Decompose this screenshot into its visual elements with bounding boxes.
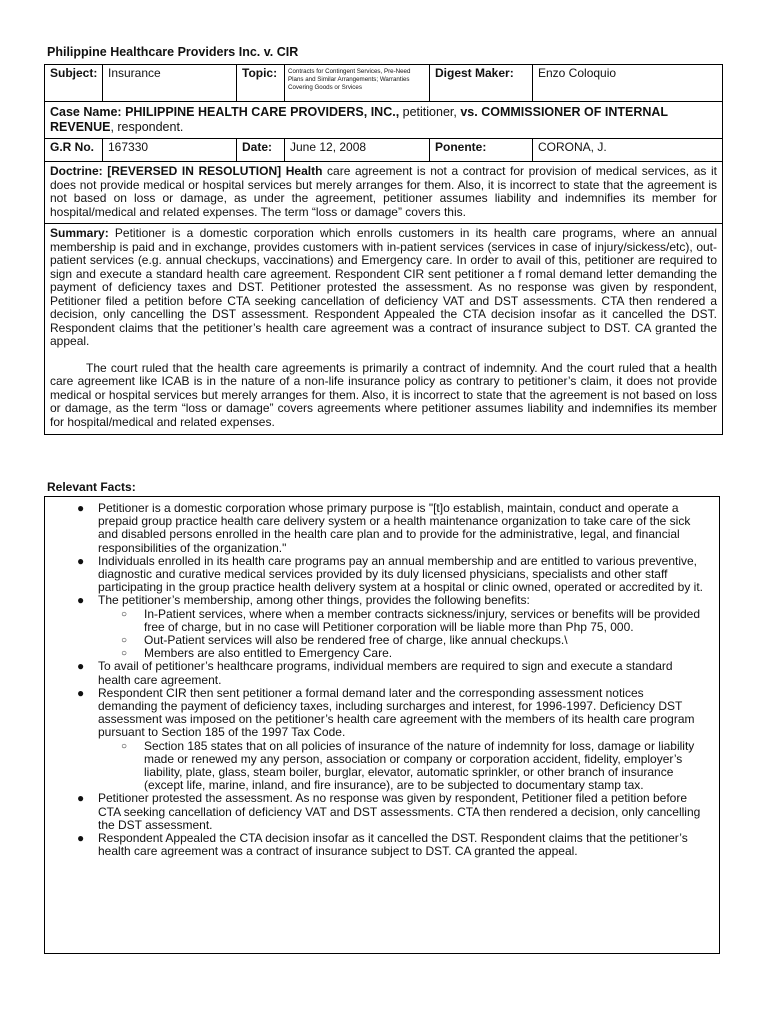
date-value: June 12, 2008 (285, 139, 430, 162)
bullet-icon: ● (77, 659, 85, 674)
circle-bullet-icon: ○ (121, 608, 128, 620)
header-row (45, 65, 723, 102)
section-185-list (98, 740, 705, 793)
digest-maker-label: Digest Maker: (430, 65, 533, 102)
bullet-icon: ● (77, 831, 85, 846)
doctrine-label: Doctrine: [REVERSED IN RESOLUTION] Health (50, 164, 323, 178)
ponente-label: Ponente: (430, 139, 533, 162)
doctrine-row (45, 162, 723, 224)
facts-list (77, 501, 705, 859)
digest-table (44, 64, 723, 435)
date-label: Date: (237, 139, 285, 162)
bullet-icon: ● (77, 553, 85, 568)
list-item: ● Individuals enrolled in its health care programs pay an annual membership and are entitled to various preventive, diagnostic and curative medical services provided by its duly licensed physicians, specialists and other staff participating in the group practice health delivery system at a hospital or clinic owned, operated or accredited by it. (77, 553, 703, 595)
subject-label: Subject: (45, 65, 103, 102)
circle-bullet-icon: ○ (121, 740, 128, 752)
sub-list-item: ○ Members are also entitled to Emergency Care. (121, 646, 393, 661)
topic-value: Contracts for Contingent Services, Pre-Need Plans and Similar Arrangements; Warranties Covering Goods or Srvices (285, 65, 430, 102)
case-name-row (45, 102, 723, 139)
digest-maker-value: Enzo Coloquio (533, 65, 723, 102)
subject-value: Insurance (103, 65, 237, 102)
relevant-facts-box (44, 496, 720, 954)
summary-row (45, 224, 723, 435)
list-item: ● Petitioner is a domestic corporation whose primary purpose is "[t]o establish, maintain, conduct and operate a prepaid group practice health care delivery system or a health maintenance organization to take care of the sick and disabled persons enrolled in the health care plan and to provide for the administrative, legal, and financial responsibilities of the organization." (77, 501, 691, 555)
benefits-list (98, 608, 705, 661)
bullet-icon: ● (77, 685, 85, 700)
list-item: ● Respondent Appealed the CTA decision insofar as it cancelled the DST. Respondent claims that the petitioner’s health care agreement was a contract of insurance subject to DST. CA granted the appeal. (77, 831, 688, 859)
gr-label: G.R No. (45, 139, 103, 162)
sub-list-item: ○ Out-Patient services will also be rendered free of charge, like annual checkups.\ (121, 633, 568, 648)
versus: vs. (460, 105, 478, 119)
circle-bullet-icon: ○ (121, 648, 128, 660)
list-item: ● Petitioner protested the assessment. As no response was given by respondent, Petitioner filed a petition before CTA seeking cancellation of deficiency VAT and DST assessments. CTA then rendered a decision, only cancelling the DST assessment. (77, 791, 701, 832)
respondent-name: COMMISSIONER OF INTERNAL REVENUE (50, 105, 668, 134)
list-item: ● To avail of petitioner’s healthcare programs, individual members are required to sign and execute a standard health care agreement. (77, 659, 673, 687)
summary-cell (45, 224, 723, 435)
relevant-facts-label: Relevant Facts: (47, 480, 136, 494)
sub-list-item: ○ In-Patient services, where when a member contracts sickness/injury, services or benefits will be provided free of charge, but in no case will Petitioner corporation will be liable more than Php 75, 000. (121, 606, 701, 634)
gr-value: 167330 (103, 139, 237, 162)
doctrine-text: care agreement is not a contract for provision of medical services, as it does not provide medical or hospital services but merely arranges for them. Also, it is incorrect to state that the agreement is not based on loss or damage, as under the agreement, petitioner assumes liability and indemnifies its member for hospital/medical and related expenses. The term “loss or damage” covers this. (50, 164, 718, 219)
respondent-role: , respondent. (110, 119, 184, 134)
bullet-icon: ● (77, 593, 85, 608)
summary-label: Summary: (50, 226, 109, 240)
doctrine-cell (45, 162, 723, 224)
meta-row (45, 139, 723, 162)
ponente-value: CORONA, J. (533, 139, 723, 162)
bullet-icon: ● (77, 501, 85, 515)
circle-bullet-icon: ○ (121, 635, 128, 647)
case-name-label: Case Name: (50, 105, 122, 119)
summary-para-1: Petitioner is a domestic corporation which enrolls customers in its health care programs, where an annual membership is paid and in exchange, provides customers with in-patient services (services in case of injury/sickess/etc), out-patient services (e.g. annual checkups, vaccinations) and Emergency care. In order to avail of this, petitioner are required to sign and execute a standard health care agreement. Respondent CIR sent petitioner a f romal demand letter demanding the payment of deficiency taxes and DST. Petitioner protested the assessment. As no response was given by respondent, Petitioner filed a petition before CTA seeking cancellation of deficiency VAT and DST assessments. CTA then rendered a decision, only cancelling the DST assessment. Respondent Appealed the CTA decision insofar as it cancelled the DST. Respondent claims that the petitioner’s health care agreement was a contract of insurance subject to DST. CA granted the appeal. (50, 226, 717, 348)
summary-para-2: The court ruled that the health care agreements is primarily a contract of indemnity. And the court ruled that a health care agreement like ICAB is in the nature of a non-life insurance policy as contrary to petitioner’s claim, it does not provide medical or hospital services but merely arranges for them. Also, it is incorrect to state that the agreement is not based on loss or damage, as the term “loss or damage” covers agreements where petitioner assumes liability and indemnifies its member for hospital/medical and related expenses. (50, 360, 717, 429)
topic-label: Topic: (237, 65, 285, 102)
bullet-icon: ● (77, 791, 85, 806)
document-title: Philippine Healthcare Providers Inc. v. CIR (47, 45, 299, 59)
petitioner-role: petitioner, (402, 105, 457, 119)
list-item: ● The petitioner’s membership, among other things, provides the following benefits: ○ In-Patient services, where when a member contracts sickness/injury, services or benefits will be provided free of charge, but in no case will Petitioner corporation will be liable more than Php 75, 000. ○ Out-Patient services will also be rendered free of charge, like annual checkups.\ ○ Members are also entitled to Emergency Care. (98, 594, 705, 660)
case-name-cell (45, 102, 723, 139)
list-item: ● Respondent CIR then sent petitioner a formal demand later and the corresponding assessment notices demanding the payment of deficiency taxes, including surcharges and interest, for 1996-1997. Deficiency DST assessment was imposed on the petitioner’s health care agreement with the members of its health care program pursuant to Section 185 of the 1997 Tax Code. ○ Section 185 states that on all policies of insurance of the nature of indemnity for loss, damage or liability made or renewed my any person, association or company or corporation accident, fidelity, employer’s liability, plate, glass, steam boiler, burglar, elevator, automatic sprinkler, or other branch of insurance (except life, marine, inland, and fire insurance), are to be subjected to documentary stamp tax. (98, 687, 705, 793)
petitioner-name: PHILIPPINE HEALTH CARE PROVIDERS, INC., (125, 105, 400, 119)
sub-list-item: ○ Section 185 states that on all policies of insurance of the nature of indemnity for loss, damage or liability made or renewed my any person, association or company or corporation accident, fidelity, employer’s liability, plate, glass, steam boiler, burglar, elevator, automatic sprinkler, or other branch of insurance (except life, marine, inland, and fire insurance), are to be subjected to documentary stamp tax. (121, 738, 695, 793)
